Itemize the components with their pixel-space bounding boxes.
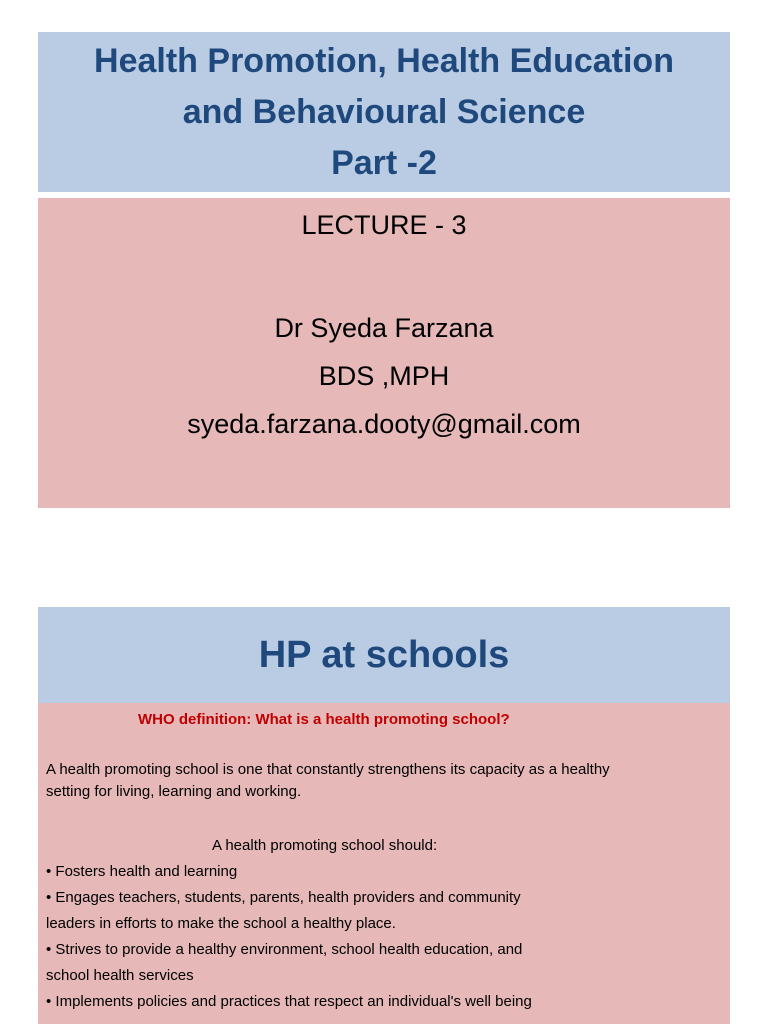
bullet-item — [46, 885, 722, 937]
bullet-line: • Engages teachers, students, parents, health providers and community — [46, 889, 521, 906]
definition-line1: A health promoting school is one that constantly strengthens its capacity as a healthy — [46, 761, 610, 778]
slide2-title: HP at schools — [38, 607, 730, 703]
bullet-item: • Fosters health and learning — [46, 863, 238, 880]
who-definition-heading: WHO definition: What is a health promoting school? — [138, 711, 510, 728]
bullet-line: leaders in efforts to make the school a healthy place. — [46, 915, 396, 932]
bullet-line: • Strives to provide a healthy environment, school health education, and — [46, 941, 523, 958]
author-email[interactable]: syeda.farzana.dooty@gmail.com — [187, 409, 581, 439]
slide1-title-line2: and Behavioural Science — [182, 92, 586, 131]
should-heading: A health promoting school should: — [212, 837, 438, 854]
definition-paragraph — [46, 759, 722, 803]
author-block — [38, 304, 730, 448]
bullet-item — [46, 937, 722, 989]
slide2-body-block — [38, 703, 730, 1024]
slide1-title-line3: Part -2 — [331, 143, 437, 182]
bullet-item: • Implements policies and practices that respect an individual's well being — [46, 993, 532, 1010]
slide1-body-block — [38, 198, 730, 508]
author-name: Dr Syeda Farzana — [274, 313, 494, 343]
lecture-number: LECTURE - 3 — [301, 210, 467, 240]
slide1-title-block — [38, 32, 730, 192]
slide1-title-line1: Health Promotion, Health Education — [94, 41, 674, 80]
definition-line2: setting for living, learning and working. — [46, 783, 302, 800]
author-degrees: BDS ,MPH — [318, 361, 450, 391]
bullet-line: school health services — [46, 967, 194, 984]
